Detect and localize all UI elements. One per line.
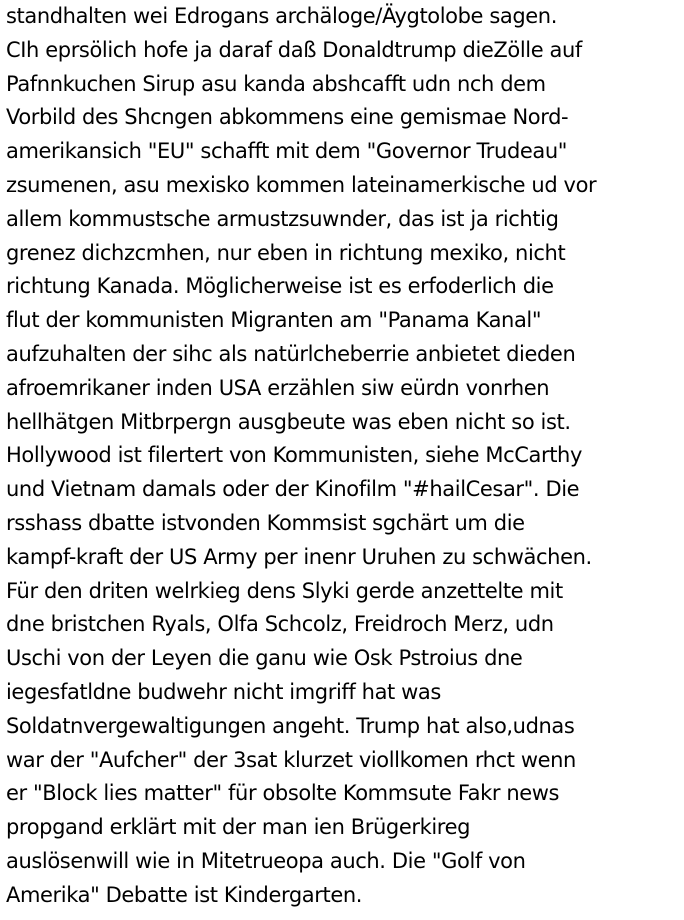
text-line: Amerika" Debatte ist Kindergarten. [6, 882, 363, 907]
text-line: Vorbild des Shcngen abkommens eine gemismae Nord- [6, 105, 569, 130]
text-line: war der "Aufcher" der 3sat klurzet viollkomen rhct wenn [6, 747, 576, 772]
text-line: amerikansich "EU" schafft mit dem "Governor Trudeau" [6, 139, 568, 164]
text-line: allem kommustsche armustzsuwnder, das ist ja richtig [6, 206, 559, 231]
text-line: Für den driten welrkieg dens Slyki gerde anzettelte mit [6, 578, 563, 603]
text-line: Uschi von der Leyen die ganu wie Osk Pstroius dne [6, 646, 523, 671]
text-line: Hollywood ist filertert von Kommunisten, siehe McCarthy [6, 443, 582, 468]
text-line: CIh eprsölich hofe ja daraf daß Donaldtrump dieZölle auf [6, 37, 582, 62]
text-line: kampf-kraft der US Army per inenr Uruhen zu schwächen. [6, 544, 592, 569]
text-line: und Vietnam damals oder der Kinofilm "#hailCesar". Die [6, 477, 580, 502]
text-line: iegesfatldne budwehr nicht imgriff hat was [6, 679, 441, 704]
text-line: propgand erklärt mit der man ien Brügerkireg [6, 815, 471, 840]
text-line: Soldatnvergewaltigungen angeht. Trump hat also,udnas [6, 713, 575, 738]
text-line: afroemrikaner inden USA erzählen siw eürdn vonrhen [6, 375, 550, 400]
text-line: standhalten wei Edrogans archäloge/Äygtolobe sagen. [6, 4, 557, 28]
text-line: grenez dichzcmhen, nur eben in richtung mexiko, nicht [6, 240, 566, 265]
text-line: rsshass dbatte istvonden Kommsist sgchärt um die [6, 510, 525, 535]
text-line: dne bristchen Ryals, Olfa Schcolz, Freidroch Merz, udn [6, 612, 554, 637]
text-line: auslösenwill wie in Mitetrueopa auch. Die "Golf von [6, 848, 526, 873]
text-line: zsumenen, asu mexisko kommen lateinamerkische ud vor [6, 172, 597, 197]
text-line: hellhätgen Mitbrpergn ausgbeute was eben nicht so ist. [6, 409, 571, 434]
document-text [6, 0, 684, 913]
text-line: Pafnnkuchen Sirup asu kanda abshcafft udn nch dem [6, 71, 546, 96]
text-line: aufzuhalten der sihc als natürlcheberrie anbietet dieden [6, 341, 576, 366]
text-line: richtung Kanada. Möglicherweise ist es erfoderlich die [6, 274, 554, 299]
text-line: flut der kommunisten Migranten am "Panama Kanal" [6, 308, 542, 333]
text-line: er "Block lies matter" für obsolte Kommsute Fakr news [6, 781, 560, 806]
